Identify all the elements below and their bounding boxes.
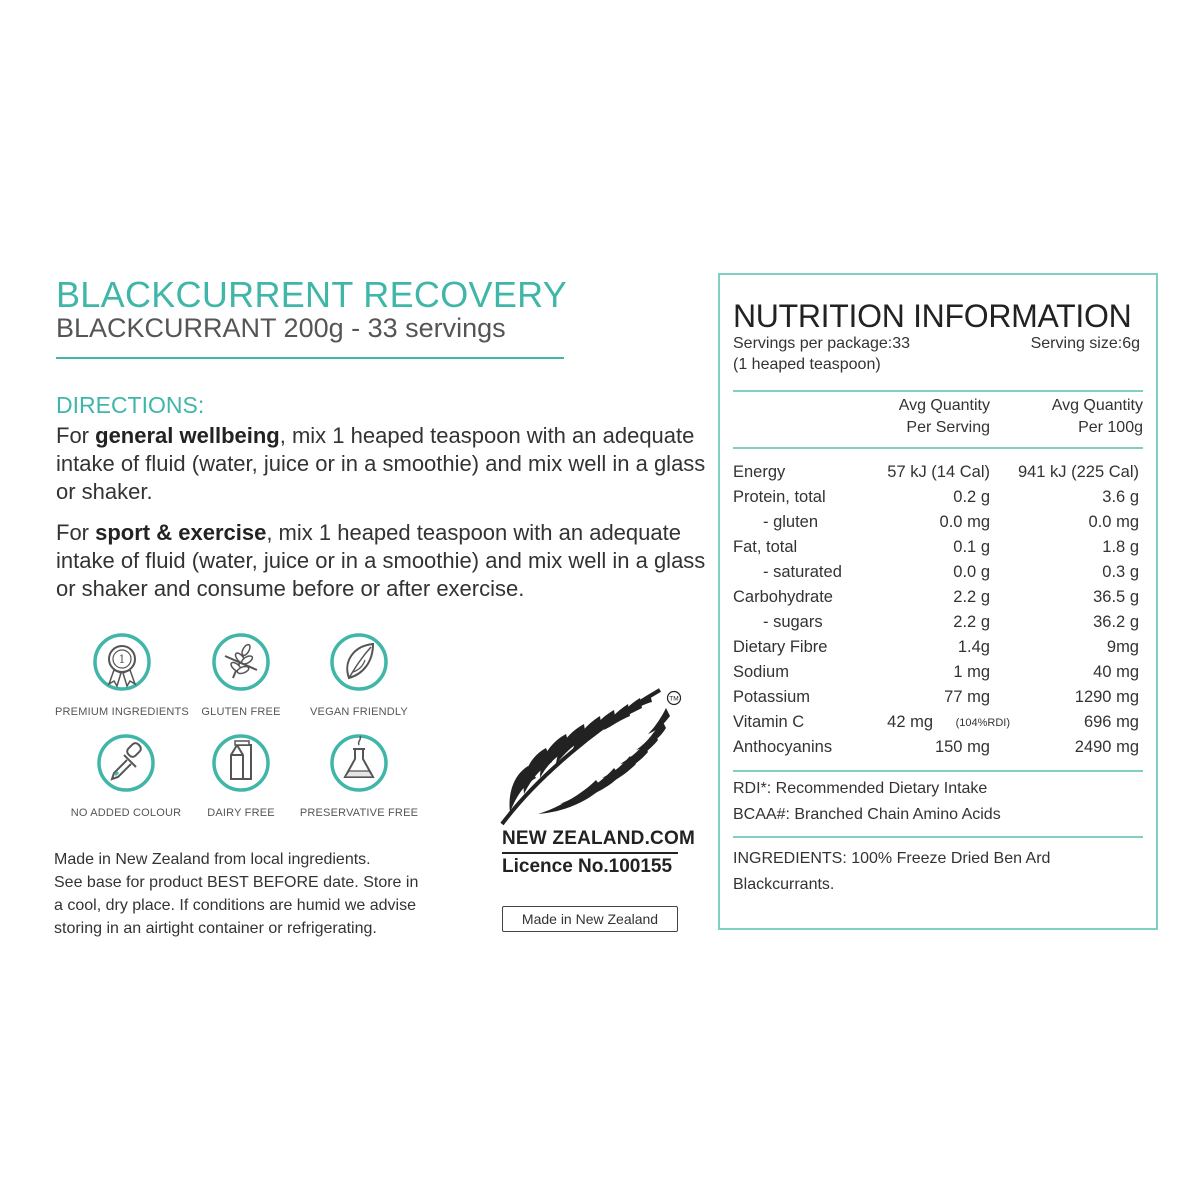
badge-label: DAIRY FREE: [207, 807, 275, 819]
badge-vegan-friendly: [289, 632, 429, 718]
directions-heading: DIRECTIONS:: [56, 392, 205, 418]
footnote-rdi: RDI*: Recommended Dietary Intake: [733, 780, 988, 797]
servings-per-package: Servings per package:33: [733, 335, 910, 352]
storage-line: storing in an airtight container or refrigerating.: [54, 920, 377, 937]
badge-label: GLUTEN FREE: [201, 706, 281, 718]
nutrient-label: Fat, total: [733, 538, 798, 556]
product-title: BLACKCURRENT RECOVERY: [56, 274, 568, 315]
nutrition-row: [733, 588, 1143, 613]
nutrition-row: [733, 638, 1143, 663]
nutrient-label: Carbohydrate: [733, 588, 833, 606]
leaf-icon: [329, 632, 389, 692]
per-100g-value: 3.6 g: [1102, 488, 1139, 506]
nutrition-row: [733, 488, 1143, 513]
storage-line: See base for product BEST BEFORE date. Store in: [54, 874, 419, 891]
per-serving-value: 1.4g: [957, 638, 990, 656]
storage-line: Made in New Zealand from local ingredients.: [54, 851, 371, 868]
wheat-crossed-icon: [211, 632, 271, 692]
nutrition-row: [733, 688, 1143, 713]
dropper-icon: [96, 733, 156, 793]
nutrient-label: Dietary Fibre: [733, 638, 828, 656]
ingredients: INGREDIENTS: 100% Freeze Dried Ben Ard Blackcurrants.: [733, 850, 1051, 893]
nz-divider: [502, 852, 678, 854]
per-100g-value: 2490 mg: [1074, 738, 1139, 756]
per-100g-value: 0.0 mg: [1088, 513, 1139, 531]
silver-fern-logo: [498, 686, 688, 826]
footnote-bcaa: BCAA#: Branched Chain Amino Acids: [733, 806, 1001, 823]
per-100g-value: 9mg: [1106, 638, 1139, 656]
nutrient-label: - saturated: [763, 563, 842, 581]
per-100g-value: 941 kJ (225 Cal): [1017, 463, 1139, 481]
para1-post: , mix 1 heaped teaspoon with an adequate intake of fluid (water, juice or in a smoothie) and mix well in a glass or shaker.: [56, 423, 706, 504]
nutrient-label: Energy: [733, 463, 786, 481]
nutrient-label: - sugars: [763, 613, 823, 631]
col-header-line: Avg Quantity: [898, 397, 990, 414]
per-serving-value: 0.0 mg: [939, 513, 990, 531]
col-header-per-serving: [860, 395, 990, 439]
rdi-percent: (104%RDI): [955, 717, 1010, 729]
per-serving-value: 77 mg: [944, 688, 990, 706]
per-100g-value: 1290 mg: [1074, 688, 1139, 706]
nutrient-label: Vitamin C: [733, 713, 805, 731]
per-serving-value: 2.2 g: [953, 588, 990, 606]
storage-info: [54, 848, 474, 940]
milk-carton-icon: [211, 733, 271, 793]
per-serving-value: 57 kJ (14 Cal): [887, 463, 990, 481]
col-header-per-100g: [1000, 395, 1143, 439]
trademark-mark: TM: [669, 695, 679, 703]
per-serving-value: 2.2 g: [953, 613, 990, 631]
badge-label: PRESERVATIVE FREE: [299, 807, 419, 819]
col-header-line: Per Serving: [906, 419, 990, 436]
per-100g-value: 40 mg: [1093, 663, 1139, 681]
nutrition-row: [733, 538, 1143, 563]
badge-label: PREMIUM INGREDIENTS: [55, 706, 189, 718]
fern-fronds: [510, 694, 670, 814]
nutrition-row: [733, 738, 1143, 763]
per-100g-value: 696 mg: [1083, 713, 1139, 731]
para1-pre: For: [56, 423, 96, 448]
para2-pre: For: [56, 520, 96, 545]
nz-licence: Licence No.100155: [502, 856, 673, 877]
flask-icon: [329, 733, 389, 793]
per-serving-value: 1 mg: [953, 663, 990, 681]
badge-preservative-free: [289, 733, 429, 819]
para2-post: , mix 1 heaped teaspoon with an adequate intake of fluid (water, juice or in a smoothie) and mix well in a glass or shaker and consume before or after exercise.: [56, 520, 706, 601]
col-header-line: Per 100g: [1078, 419, 1143, 436]
made-in-nz-badge: Made in New Zealand: [502, 906, 678, 932]
per-serving-value: 150 mg: [934, 738, 990, 756]
nutrition-title: NUTRITION INFORMATION: [733, 298, 1132, 334]
nutrient-label: Protein, total: [733, 488, 826, 506]
per-100g-value: 0.3 g: [1102, 563, 1139, 581]
nutrition-divider: [733, 390, 1143, 392]
per-100g-value: 36.5 g: [1093, 588, 1139, 606]
per-serving-value: 0.1 g: [953, 538, 990, 556]
nz-url: NEW ZEALAND.COM: [502, 828, 695, 849]
para1-bold: general wellbeing: [95, 423, 280, 448]
directions-general-wellbeing: [56, 422, 716, 506]
per-serving-value: 0.2 g: [953, 488, 990, 506]
serving-size: Serving size:6g: [1030, 335, 1140, 352]
para2-bold: sport & exercise: [95, 520, 267, 545]
directions-sport-exercise: [56, 519, 716, 603]
product-subtitle: BLACKCURRANT 200g - 33 servings: [56, 313, 506, 343]
nutrition-row: [733, 513, 1143, 538]
nutrient-label: Sodium: [733, 663, 789, 681]
badge-label: VEGAN FRIENDLY: [310, 706, 408, 718]
nutrition-divider: [733, 770, 1143, 772]
nutrition-row: [733, 463, 1143, 488]
per-serving-value: 42 mg: [887, 713, 933, 731]
per-100g-value: 36.2 g: [1093, 613, 1139, 631]
col-header-line: Avg Quantity: [1051, 397, 1143, 414]
premium-medal-icon: [92, 632, 152, 692]
nutrient-label: Potassium: [733, 688, 811, 706]
badge-label: NO ADDED COLOUR: [70, 807, 182, 819]
nutrition-divider: [733, 447, 1143, 449]
nutrition-row: [733, 663, 1143, 688]
nutrition-row: [733, 713, 1143, 738]
nutrition-divider: [733, 836, 1143, 838]
medal-number: 1: [118, 653, 126, 666]
per-serving-value: 0.0 g: [953, 563, 990, 581]
nutrition-row: [733, 613, 1143, 638]
nutrition-row: [733, 563, 1143, 588]
per-100g-value: 1.8 g: [1102, 538, 1139, 556]
storage-line: a cool, dry place. If conditions are humid we advise: [54, 897, 416, 914]
serving-teaspoon: (1 heaped teaspoon): [733, 356, 881, 373]
nutrient-label: Anthocyanins: [733, 738, 833, 756]
nutrient-label: - gluten: [763, 513, 819, 531]
title-divider: [56, 357, 564, 359]
